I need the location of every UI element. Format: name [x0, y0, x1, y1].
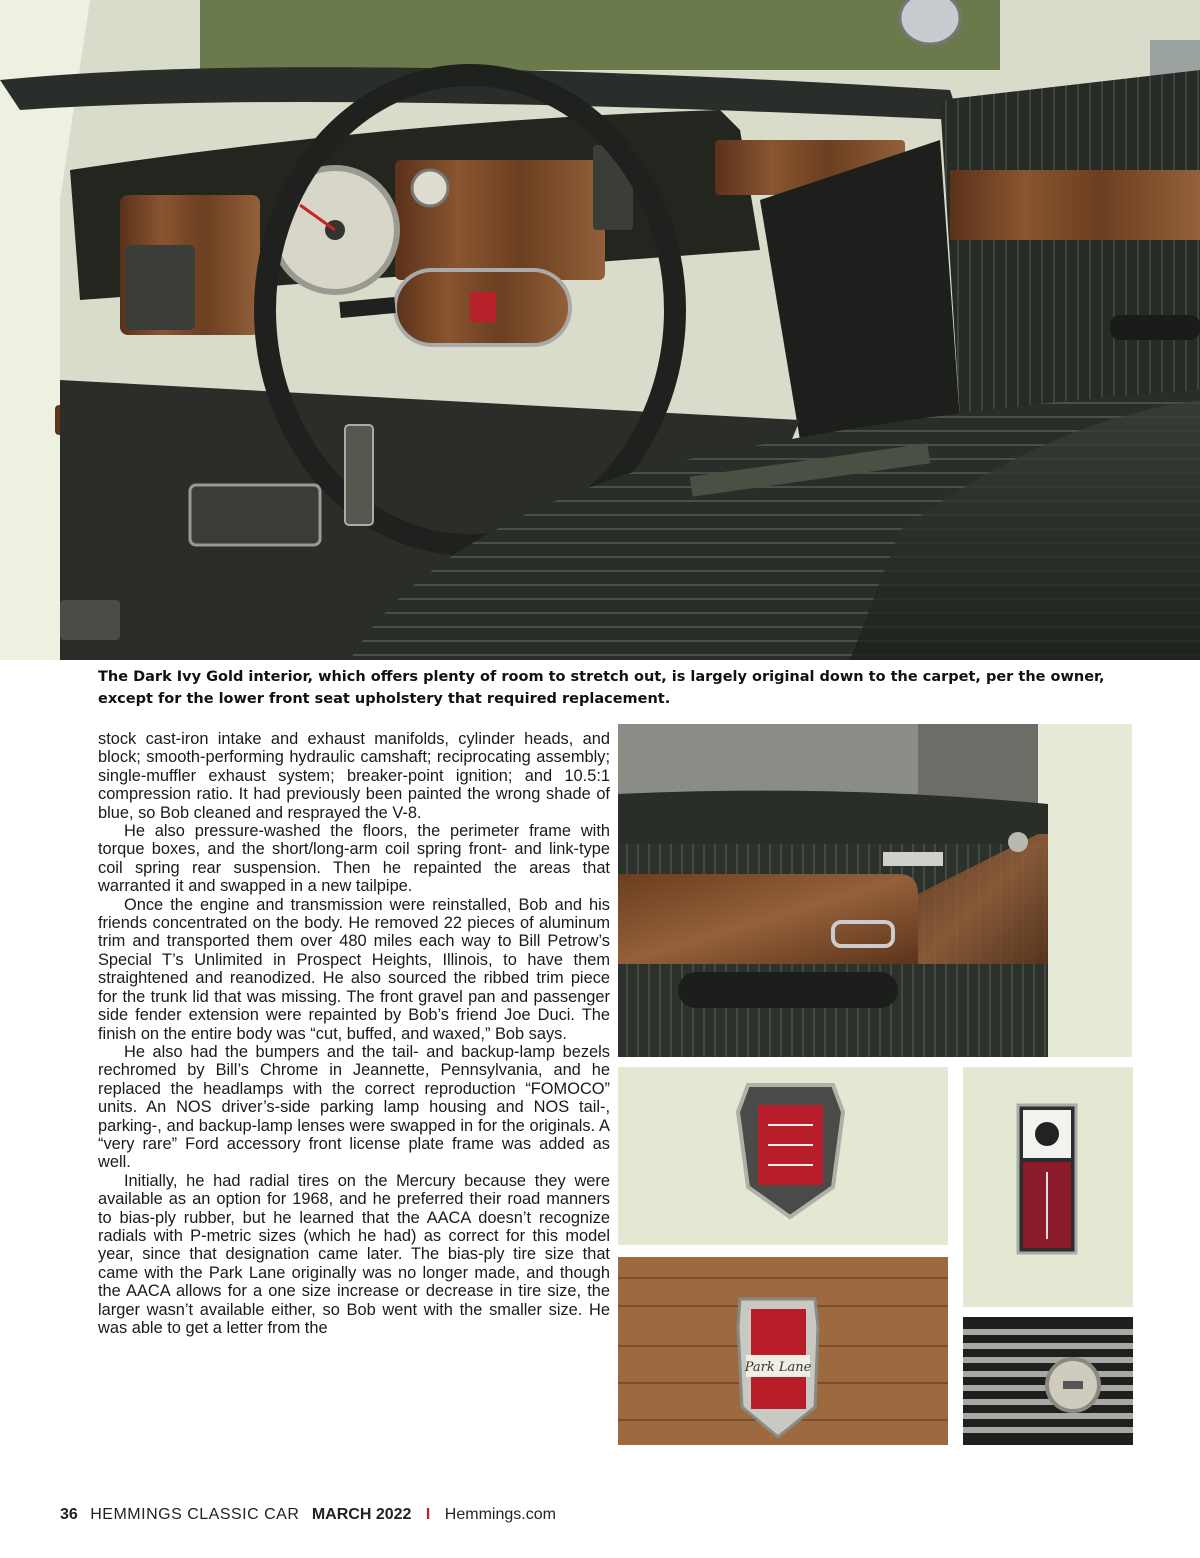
- body-paragraph: stock cast-iron intake and exhaust manifolds, cylinder heads, and block; smooth-performing hydraulic camshaft; reciprocating assembly; single-muffler exhaust system; breaker-point ignition; and 10.5:1 compression ratio. It had previously been painted the wrong shade of blue, so Bob cleaned and resprayed the V-8.: [98, 730, 610, 822]
- pillar-emblem-illustration: [963, 1067, 1133, 1445]
- park-lane-emblem-illustration: [618, 1257, 948, 1445]
- issue-date: MARCH 2022: [311, 1506, 412, 1523]
- door-panel-photo: [618, 724, 1132, 1057]
- door-panel-illustration: [618, 724, 1132, 1057]
- article-body: [98, 730, 610, 1337]
- body-paragraph: Once the engine and transmission were reinstalled, Bob and his friends concentrated on the body. He removed 22 pieces of aluminum trim and transported them over 480 miles each way to Bill Petrow’s Special T’s Unlimited in Prospect Heights, Illinois, to have them straightened and reanodized. He also sourced the ribbed trim piece for the trunk lid that was missing. The front gravel pan and passenger side fender extension were repainted by Bob’s friend Joe Duci. The finish on the entire body was “cut, buffed, and waxed,” Bob says.: [98, 895, 610, 1043]
- magazine-name: HEMMINGS CLASSIC CAR: [90, 1506, 300, 1523]
- website-link[interactable]: Hemmings.com: [444, 1506, 556, 1523]
- footer-divider: I: [425, 1506, 431, 1523]
- park-lane-emblem-photo: [618, 1257, 948, 1445]
- page-footer: [60, 1506, 556, 1524]
- interior-illustration: [0, 0, 1200, 660]
- park-lane-script: Park Lane: [744, 1360, 812, 1375]
- fender-emblem-illustration: [618, 1067, 948, 1245]
- body-paragraph: He also pressure-washed the floors, the perimeter frame with torque boxes, and the short/long-arm coil spring front- and link-type coil spring rear suspension. Then he repainted the areas that warranted it and swapped in a new tailpipe.: [98, 822, 610, 896]
- interior-photo: [0, 0, 1200, 660]
- page-number: 36: [60, 1506, 78, 1523]
- photo-caption: The Dark Ivy Gold interior, which offers plenty of room to stretch out, is largely original down to the carpet, per the owner, except for the lower front seat upholstery that required replacement.: [98, 669, 1105, 707]
- body-paragraph: Initially, he had radial tires on the Mercury because they were available as an option for 1968, and he preferred their road manners to bias-ply rubber, but he learned that the AACA doesn’t recognize radials with P-metric sizes (which he had) as correct for this model year, since that designation came later. The bias-ply tire size that came with the Park Lane originally was no longer made, and though the AACA allows for a one size increase or decrease in tire size, the larger wasn’t available either, so Bob went with the smaller size. He was able to get a letter from the: [98, 1171, 610, 1337]
- pillar-emblem-photo: [963, 1067, 1133, 1445]
- fender-emblem-photo: [618, 1067, 948, 1245]
- body-paragraph: He also had the bumpers and the tail- and backup-lamp bezels rechromed by Bill’s Chrome in Jeannette, Pennsylvania, and he replaced the headlamps with the correct reproduction “FOMOCO” units. An NOS driver’s-side parking lamp housing and NOS tail-, parking-, and backup-lamp lenses were swapped in for the originals. A “very rare” Ford accessory front license plate frame was added as well.: [98, 1042, 610, 1172]
